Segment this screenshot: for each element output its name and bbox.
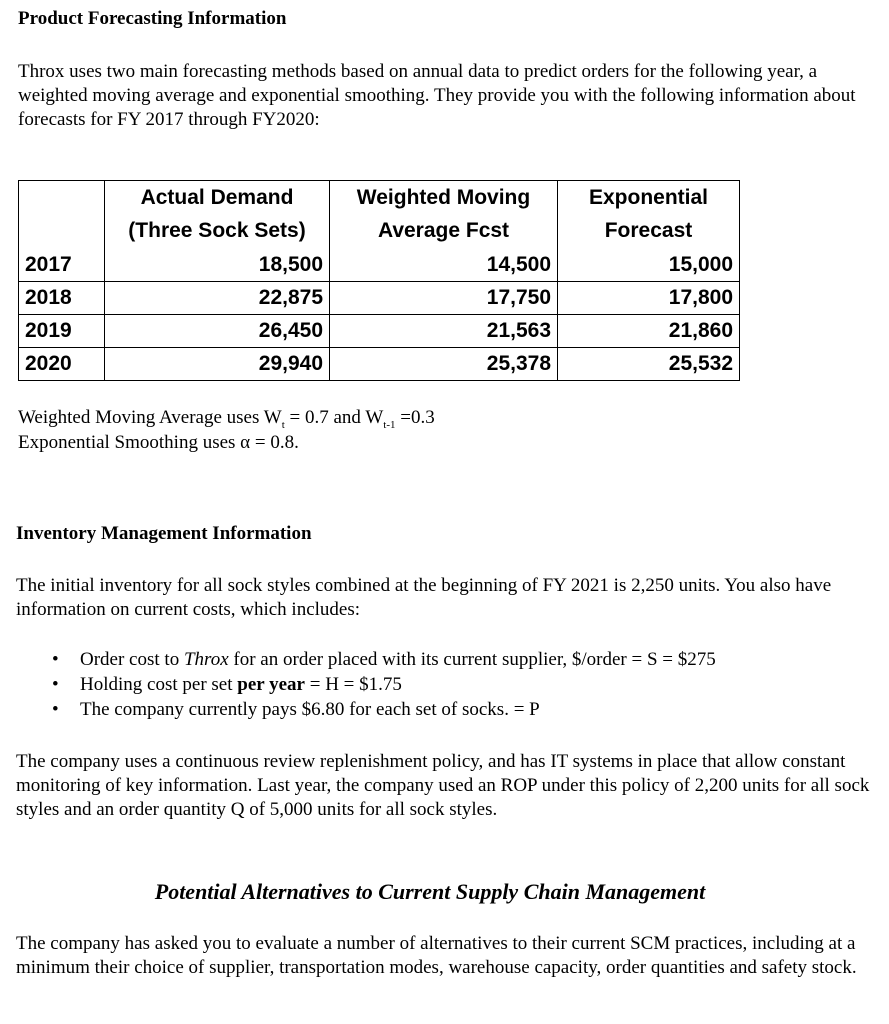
- cell-wma-forecast: 17,750: [330, 282, 558, 315]
- cell-exp-forecast: 25,532: [558, 348, 740, 381]
- cell-exp-forecast: 15,000: [558, 249, 740, 282]
- header-wma-line2: Average Fcst: [330, 214, 558, 249]
- cell-exp-forecast: 17,800: [558, 282, 740, 315]
- header-exp-line1: Exponential: [558, 181, 740, 215]
- table-row: [19, 348, 740, 381]
- wma-note: Weighted Moving Average uses $W_t = 0.7$ and $W_{t-1} =0.3$: [18, 407, 435, 431]
- forecast-table: [18, 180, 740, 381]
- forecasting-paragraph: Throx uses two main forecasting methods based on annual data to predict orders for the following year, a weighted moving average and exponential smoothing. They provide you with the following information about forecasts for FY 2017 through FY2020:: [18, 61, 856, 130]
- exp-note: Exponential Smoothing uses α = 0.8.: [18, 432, 299, 453]
- cell-actual-demand: 18,500: [105, 249, 330, 282]
- inventory-paragraph: The initial inventory for all sock styles combined at the beginning of FY 2021 is 2,250 units. You also have information on current costs, which includes:: [16, 575, 832, 620]
- section-title-forecasting: Product Forecasting Information: [18, 8, 287, 29]
- table-row: [19, 249, 740, 282]
- header-exp-line2: Forecast: [558, 214, 740, 249]
- cell-year: 2020: [19, 348, 105, 381]
- table-row: [19, 315, 740, 348]
- header-wma-line1: Weighted Moving: [330, 181, 558, 215]
- list-item: • Holding cost per set per year = H = $1.75: [52, 672, 862, 697]
- cell-actual-demand: 29,940: [105, 348, 330, 381]
- section-title-alternatives: Potential Alternatives to Current Supply Chain Management: [154, 879, 706, 904]
- cell-actual-demand: 22,875: [105, 282, 330, 315]
- cell-year: 2018: [19, 282, 105, 315]
- replenishment-paragraph: The company uses a continuous review replenishment policy, and has IT systems in place that allow constant monitoring of key information. Last year, the company used an ROP under this policy of 2,200 units for all sock styles and an order quantity Q of 5,000 units for all sock styles.: [16, 751, 870, 820]
- cell-wma-forecast: 14,500: [330, 249, 558, 282]
- cell-wma-forecast: 21,563: [330, 315, 558, 348]
- cell-actual-demand: 26,450: [105, 315, 330, 348]
- list-item: • Order cost to Throx for an order placed with its current supplier, $/order = S = $275: [52, 647, 862, 672]
- table-header-corner: [19, 181, 105, 215]
- header-actual-demand-line2: (Three Sock Sets): [105, 214, 330, 249]
- cell-year: 2017: [19, 249, 105, 282]
- alternatives-paragraph: The company has asked you to evaluate a number of alternatives to their current SCM practices, including at a minimum their choice of supplier, transportation modes, warehouse capacity, order quantities and safety stock.: [16, 933, 857, 978]
- section-title-inventory: Inventory Management Information: [16, 523, 312, 544]
- cell-year: 2019: [19, 315, 105, 348]
- cell-exp-forecast: 21,860: [558, 315, 740, 348]
- cell-wma-forecast: 25,378: [330, 348, 558, 381]
- header-actual-demand-line1: Actual Demand: [105, 181, 330, 215]
- list-item: • The company currently pays $6.80 for each set of socks. = P: [52, 697, 862, 722]
- table-row: [19, 282, 740, 315]
- cost-bullet-list: [52, 647, 862, 722]
